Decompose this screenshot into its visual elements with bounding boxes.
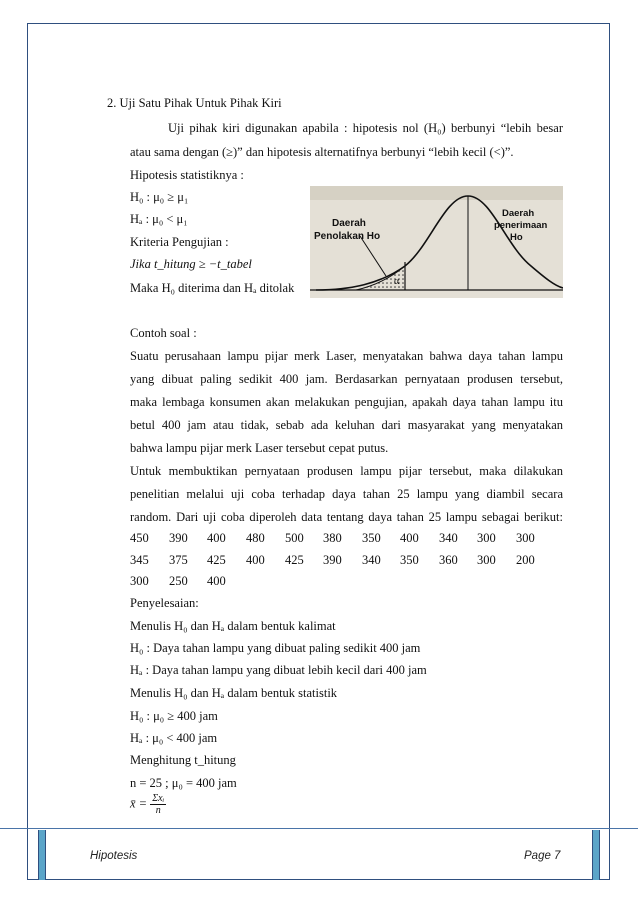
- data-cell: 300: [130, 574, 149, 588]
- paragraph-line-6: Untuk membuktikan pernyataan produsen lampu pijar tersebut, maka dilakukan: [130, 464, 563, 478]
- paragraph-line-2: yang dibuat paling sedikit 400 jam. Berdasarkan pernyataan produsen tersebut,: [130, 372, 563, 386]
- data-cell: 390: [323, 553, 342, 567]
- paragraph-line-8: random. Dari uji coba diperoleh data tentang daya tahan 25 lampu sebagai berikut:: [130, 510, 563, 524]
- data-cell: 350: [400, 553, 419, 567]
- data-cell: 300: [516, 531, 535, 545]
- left-tail-test-figure: [310, 186, 563, 298]
- step-compute-t: Menghitung t_hitung: [130, 753, 236, 767]
- hypothesis-ha: Hₐ : μ₀ < μ₁: [130, 212, 188, 226]
- step-statistic-form: Menulis H₀ dan Hₐ dalam bentuk statistik: [130, 686, 338, 700]
- data-cell: 480: [246, 531, 265, 545]
- data-cell: 360: [439, 553, 458, 567]
- data-cell: 340: [439, 531, 458, 545]
- reject-label-2: Penolakan Ho: [314, 231, 381, 242]
- hypothesis-title: Hipotesis statistiknya :: [130, 168, 244, 182]
- data-cell: 400: [207, 531, 226, 545]
- criteria-condition: Jika t_hitung ≥ −t_tabel: [130, 257, 252, 271]
- accept-label-3: Ho: [510, 232, 523, 243]
- criteria-title: Kriteria Pengujian :: [130, 235, 229, 249]
- step-n-mu: n = 25 ; μ₀ = 400 jam: [130, 776, 237, 790]
- xbar-denominator: n: [155, 805, 161, 816]
- intro-line-2: atau sama dengan (≥)” dan hipotesis alternatifnya berbunyi “lebih kecil (<)”.: [130, 145, 514, 159]
- data-cell: 380: [323, 531, 342, 545]
- data-cell: 300: [477, 553, 496, 567]
- footer-page-number: Page 7: [524, 850, 561, 862]
- data-cell: 345: [130, 553, 149, 567]
- paragraph-line-5: bahwa lampu pijar merk Laser tersebut cepat putus.: [130, 441, 389, 455]
- data-cell: 375: [169, 553, 188, 567]
- solution-title: Penyelesaian:: [130, 596, 199, 610]
- paragraph-line-3: maka lembaga konsumen akan melakukan pengujian, apakah daya tahan lampu itu: [130, 395, 563, 409]
- paragraph-line-7: penelitian melalui uji coba terhadap daya tahan 25 lampu yang diambil secara: [130, 487, 563, 501]
- xbar-lhs: x̄ =: [130, 796, 148, 811]
- figure-background: [310, 186, 563, 298]
- data-cell: 425: [207, 553, 226, 567]
- data-cell: 400: [207, 574, 226, 588]
- criteria-result: Maka H₀ diterima dan Hₐ ditolak: [130, 281, 295, 295]
- data-cell: 500: [285, 531, 304, 545]
- reject-label-1: Daerah: [332, 218, 366, 229]
- data-cell: 340: [362, 553, 381, 567]
- data-cell: 425: [285, 553, 304, 567]
- hypothesis-h0: H₀ : μ₀ ≥ μ₁: [130, 190, 189, 204]
- alpha-label: α: [394, 276, 400, 287]
- data-cell: 200: [516, 553, 535, 567]
- data-cell: 250: [169, 574, 188, 588]
- intro-line-1: Uji pihak kiri digunakan apabila : hipotesis nol (H₀) berbunyi “lebih besar: [168, 121, 563, 135]
- section-heading: 2. Uji Satu Pihak Untuk Pihak Kiri: [107, 96, 282, 110]
- step-h0-statistic: H₀ : μ₀ ≥ 400 jam: [130, 709, 218, 723]
- xbar-formula: [130, 793, 166, 816]
- step-h0-sentence: H₀ : Daya tahan lampu yang dibuat paling sedikit 400 jam: [130, 641, 421, 655]
- accept-label-1: Daerah: [502, 208, 535, 219]
- xbar-fraction: [150, 793, 166, 816]
- xbar-numerator: Σxᵢ: [152, 793, 165, 804]
- paragraph-line-1: Suatu perusahaan lampu pijar merk Laser, menyatakan bahwa daya tahan lampu: [130, 349, 563, 363]
- step-ha-sentence: Hₐ : Daya tahan lampu yang dibuat lebih kecil dari 400 jam: [130, 663, 427, 677]
- step-ha-statistic: Hₐ : μ₀ < 400 jam: [130, 731, 218, 745]
- data-cell: 400: [400, 531, 419, 545]
- data-cell: 390: [169, 531, 188, 545]
- accept-label-2: penerimaan: [494, 220, 548, 231]
- data-cell: 400: [246, 553, 265, 567]
- data-cell: 350: [362, 531, 381, 545]
- figure-top-band: [310, 186, 563, 200]
- data-cell: 450: [130, 531, 149, 545]
- paragraph-line-4: betul 400 jam atau tidak, sebab ada keluhan dari masyarakat yang menyatakan: [130, 418, 563, 432]
- step-sentence-form: Menulis H₀ dan Hₐ dalam bentuk kalimat: [130, 619, 336, 633]
- example-title: Contoh soal :: [130, 326, 197, 340]
- data-cell: 300: [477, 531, 496, 545]
- footer-title: Hipotesis: [90, 850, 138, 862]
